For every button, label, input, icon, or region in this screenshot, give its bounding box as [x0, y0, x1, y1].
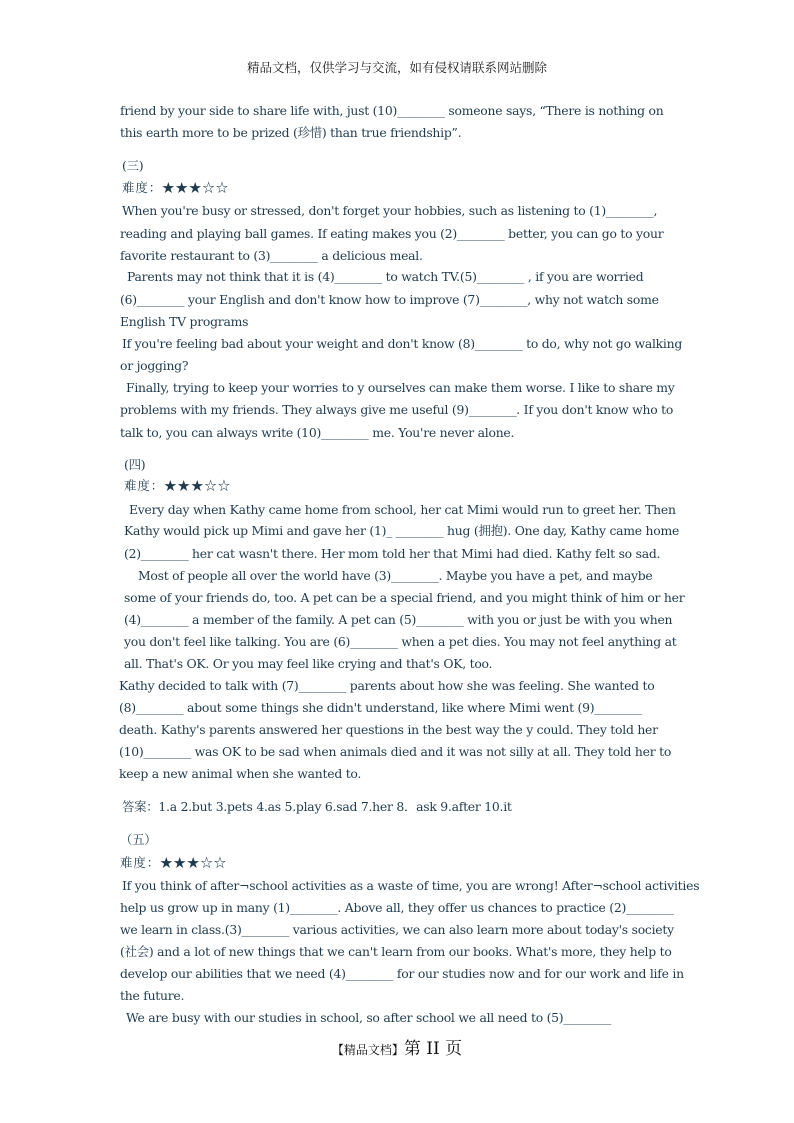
page-number: 第 II 页 — [403, 1039, 463, 1059]
text-line: When you're busy or stressed, don't forget your hobbies, such as listening to (1)________, — [122, 203, 658, 218]
footer-tag: 【精品文档】 — [331, 1043, 404, 1057]
text-line: talk to, you can always write (10)________ me. You're never alone. — [120, 425, 515, 440]
difficulty-rating: 难度：★★★☆☆ — [122, 180, 230, 195]
text-line: (6)________ your English and don't know how to improve (7)________, why not watch some — [120, 292, 659, 307]
text-line: help us grow up in many (1)________. Above all, they offer us chances to practice (2)________ — [120, 900, 674, 915]
section-heading: (三) — [122, 158, 144, 173]
answer-key: 答案：1.a 2.but 3.pets 4.as 5.play 6.sad 7.her 8．ask 9.after 10.it — [122, 799, 512, 814]
text-line: reading and playing ball games. If eating makes you (2)________ better, you can go to your — [120, 226, 664, 241]
text-line: friend by your side to share life with, just (10)________ someone says, “There is nothing on — [120, 103, 664, 118]
text-line: death. Kathy's parents answered her questions in the best way the y could. They told her — [119, 722, 658, 737]
text-line: you don't feel like talking. You are (6)________ when a pet dies. You may not feel anything at — [124, 634, 677, 649]
text-line: all. That's OK. Or you may feel like crying and that's OK, too. — [124, 656, 493, 671]
text-line: some of your friends do, too. A pet can be a special friend, and you might think of him or her — [124, 590, 685, 605]
text-line: (社会) and a lot of new things that we can't learn from our books. What's more, they help to — [120, 944, 672, 959]
text-line: Kathy decided to talk with (7)________ parents about how she was feeling. She wanted to — [119, 678, 655, 693]
text-line: keep a new animal when she wanted to. — [119, 766, 362, 781]
page-header: 精品文档，仅供学习与交流，如有侵权请联系网站删除 — [246, 60, 547, 75]
text-line: the future. — [120, 988, 185, 1003]
text-line: (10)________ was OK to be sad when animals died and it was not silly at all. They told her to — [119, 744, 672, 759]
text-line: or jogging? — [120, 358, 189, 373]
text-line: If you're feeling bad about your weight and don't know (8)________ to do, why not go walking — [122, 336, 683, 351]
text-line: (8)________ about some things she didn't understand, like where Mimi went (9)________ — [119, 700, 642, 715]
text-line: Kathy would pick up Mimi and gave her (1)_ ________ hug (拥抱). One day, Kathy came home — [124, 523, 680, 538]
text-line: Most of people all over the world have (3)________. Maybe you have a pet, and maybe — [138, 568, 653, 583]
text-line: Every day when Kathy came home from school, her cat Mimi would run to greet her. Then — [129, 502, 676, 517]
text-line: If you think of after¬school activities as a waste of time, you are wrong! After¬school activities — [122, 878, 700, 893]
text-line: this earth more to be prized (珍惜) than true friendship”. — [120, 125, 462, 140]
difficulty-rating: 难度：★★★☆☆ — [120, 855, 228, 870]
text-line: (4)________ a member of the family. A pet can (5)________ with you or just be with you when — [124, 612, 673, 627]
text-line: Finally, trying to keep your worries to y ourselves can make them worse. I like to share my — [126, 380, 675, 395]
text-line: favorite restaurant to (3)________ a delicious meal. — [120, 248, 423, 263]
text-line: English TV programs — [120, 314, 249, 329]
text-line: We are busy with our studies in school, so after school we all need to (5)________ — [126, 1010, 611, 1025]
text-line: problems with my friends. They always give me useful (9)________. If you don't know who to — [120, 402, 674, 417]
text-line: develop our abilities that we need (4)________ for our studies now and for our work and life in — [120, 966, 684, 981]
text-line: (2)________ her cat wasn't there. Her mom told her that Mimi had died. Kathy felt so sad. — [124, 546, 661, 561]
text-line: we learn in class.(3)________ various activities, we can also learn more about today's society — [120, 922, 674, 937]
section-heading: (四) — [124, 457, 146, 472]
text-line: Parents may not think that it is (4)________ to watch TV.(5)________ , if you are worried — [127, 269, 644, 284]
page-footer — [0, 1034, 794, 1059]
section-heading: （五） — [120, 832, 157, 847]
difficulty-rating: 难度：★★★☆☆ — [124, 478, 232, 493]
